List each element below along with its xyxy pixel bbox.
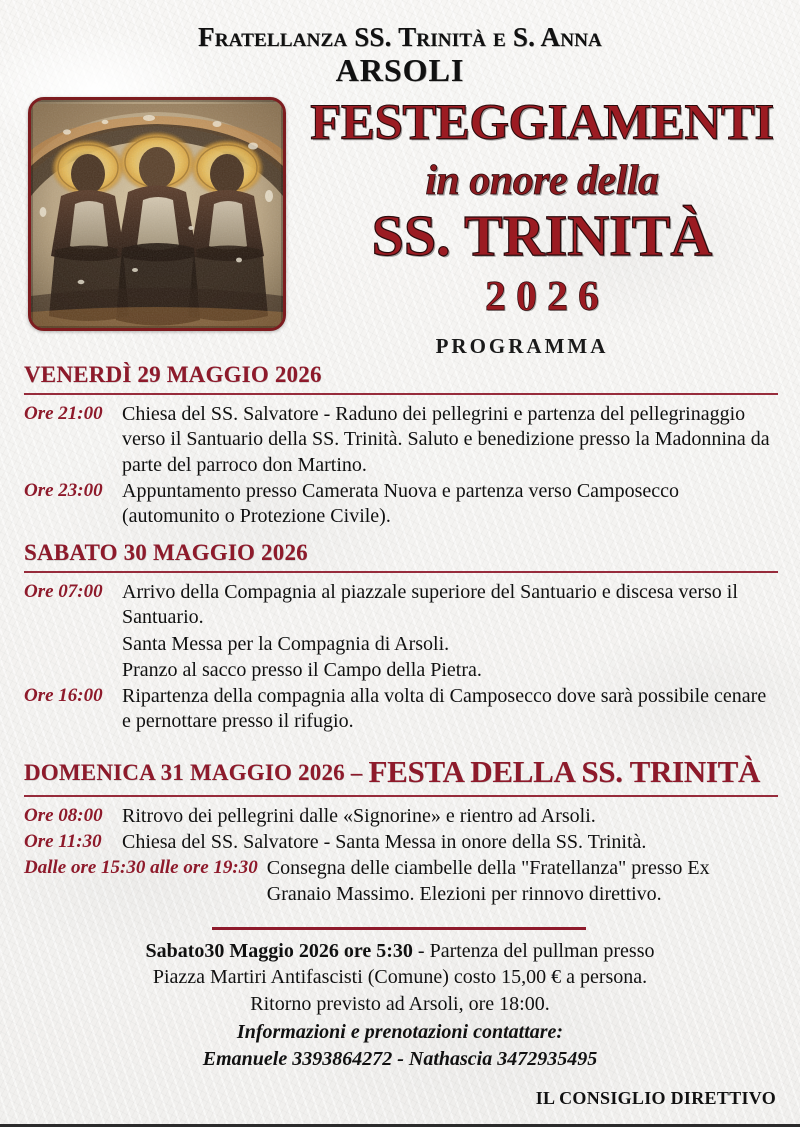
organization-name: Fratellanza SS. Trinità e S. Anna xyxy=(198,22,602,52)
entry-text: Consegna delle ciambelle della "Fratellanza" presso Ex Granaio Massimo. Elezioni per rinnovo direttivo. xyxy=(266,857,710,905)
entry-text: Ripartenza della compagnia alla volta di Camposecco dove sarà possibile cenare e pernottare presso il rifugio. xyxy=(122,685,767,733)
page-title: FESTEGGIAMENTI xyxy=(310,95,774,151)
section-divider xyxy=(24,393,778,395)
day-heading-text: SABATO 30 MAGGIO 2026 xyxy=(24,540,308,565)
program-entry xyxy=(24,402,778,478)
program-entry xyxy=(24,479,778,529)
footer-divider xyxy=(212,927,586,930)
entry-time: Ore 23:00 xyxy=(24,479,103,501)
program-entry xyxy=(24,658,778,683)
entry-text: Pranzo al sacco presso il Campo della Pietra. xyxy=(122,658,482,681)
entry-time: Ore 11:30 xyxy=(24,831,102,853)
bus-price-line: Piazza Martiri Antifascisti (Comune) costo 15,00 € a persona. xyxy=(152,966,648,989)
fresco-artwork xyxy=(31,100,283,328)
entry-time: Ore 16:00 xyxy=(24,685,103,707)
footer-block xyxy=(60,938,740,1073)
day-heading xyxy=(24,362,778,387)
program-entry xyxy=(24,580,778,630)
program-section-sunday xyxy=(24,755,778,908)
day-heading xyxy=(24,755,778,789)
program-section-friday xyxy=(24,362,778,530)
program-entry xyxy=(24,804,778,829)
signature-council: IL CONSIGLIO DIRETTIVO xyxy=(535,1088,776,1108)
program-entry xyxy=(24,684,778,734)
trinity-fresco-image xyxy=(28,97,286,331)
entry-time: Ore 08:00 xyxy=(24,805,103,827)
program-entry xyxy=(24,856,778,906)
entry-time: Dalle ore 15:30 alle ore 19:30 xyxy=(24,857,258,879)
entry-text: Santa Messa per la Compagnia di Arsoli. xyxy=(122,632,450,655)
entry-text: Chiesa del SS. Salvatore - Raduno dei pellegrini e partenza del pellegrinaggio verso il Santuario della SS. Trinità. Saluto e benedizione presso la Madonnina da parte del parroco don Martino. xyxy=(122,403,770,476)
contact-phone-numbers: Emanuele 3393864272 - Nathascia 3472935495 xyxy=(202,1047,598,1070)
contact-heading: Informazioni e prenotazioni contattare: xyxy=(236,1021,564,1044)
day-heading-emphasis: FESTA DELLA SS. TRINITÀ xyxy=(368,754,761,789)
day-heading-text: DOMENICA 31 MAGGIO 2026 – xyxy=(24,760,369,785)
page-subtitle: in onore della xyxy=(425,158,659,204)
section-divider xyxy=(24,571,778,573)
entry-text: Arrivo della Compagnia al piazzale superiore del Santuario e discesa verso il Santuario. xyxy=(122,581,738,629)
programma-label: PROGRAMMA xyxy=(435,334,609,358)
town-name: ARSOLI xyxy=(335,52,465,88)
entry-text: Appuntamento presso Camerata Nuova e partenza verso Camposecco (automunito o Protezione Civile). xyxy=(122,479,680,528)
entry-text: Ritrovo dei pellegrini dalle «Signorine» e rientro ad Arsoli. xyxy=(122,805,596,828)
program-entry xyxy=(24,830,778,855)
day-heading xyxy=(24,540,778,565)
program-section-saturday xyxy=(24,540,778,735)
program-entry xyxy=(24,632,778,657)
year-title: 2026 xyxy=(485,274,609,320)
entry-time: Ore 07:00 xyxy=(24,581,103,603)
saint-name-title: SS. TRINITÀ xyxy=(371,203,713,268)
section-divider xyxy=(24,795,778,797)
bus-departure-line xyxy=(60,938,740,964)
bus-return-line: Ritorno previsto ad Arsoli, ore 18:00. xyxy=(250,992,550,1015)
entry-time: Ore 21:00 xyxy=(24,403,103,425)
day-heading-text: VENERDÌ 29 MAGGIO 2026 xyxy=(24,362,322,387)
bus-departure-rest: - Partenza del pullman presso xyxy=(412,940,655,962)
bus-departure-bold: Sabato30 Maggio 2026 ore 5:30 xyxy=(145,940,413,962)
entry-text: Chiesa del SS. Salvatore - Santa Messa in onore della SS. Trinità. xyxy=(122,831,647,854)
